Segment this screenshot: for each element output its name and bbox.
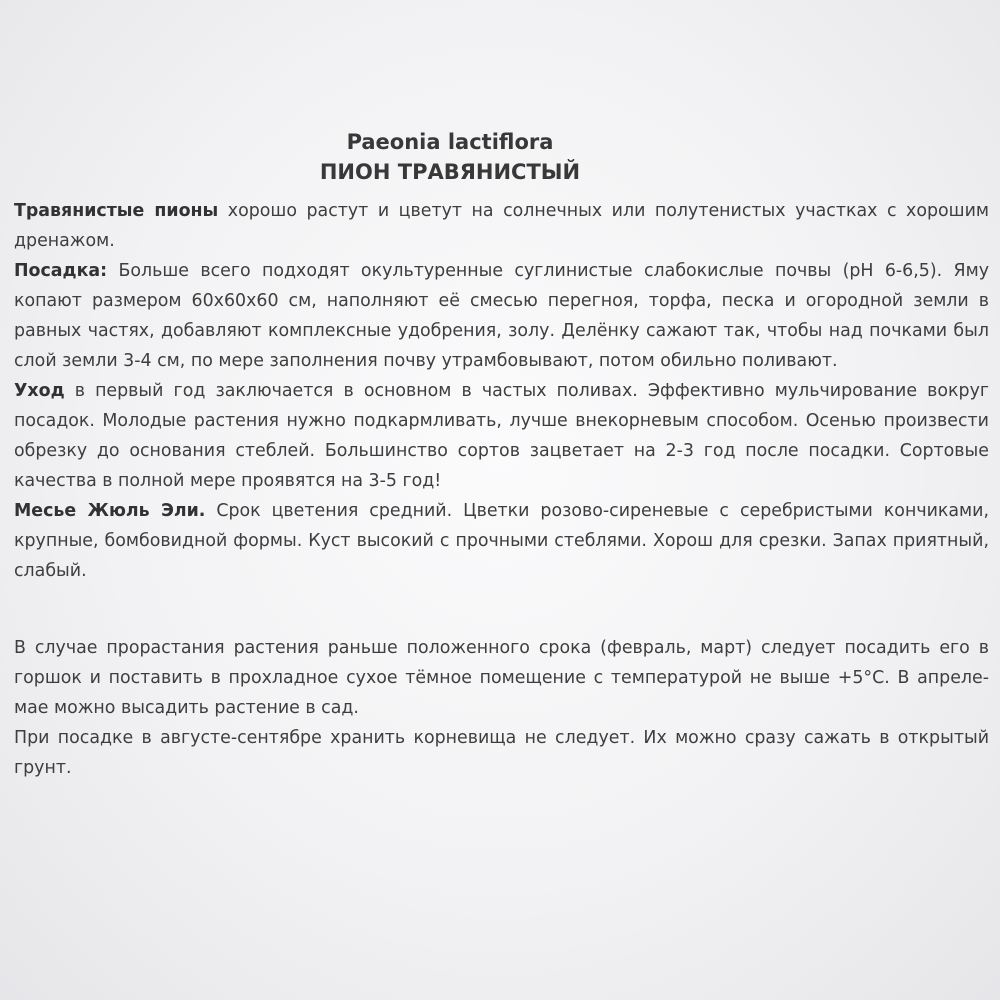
text-growing: хорошо растут и цветут на солнечных или полутенистых участках с хорошим дренажом. <box>14 201 989 251</box>
description-body <box>14 196 989 783</box>
lead-growing: Травянистые пионы <box>14 201 219 221</box>
paragraph-gap <box>14 586 989 633</box>
text-care: в первый год заключается в основном в частых поливах. Эффективно мульчирование вокруг посадок. Молодые растения нужно подкармливать, лучше внекорневым способом. Осенью произвести обрезку до основания стеблей. Большинство сортов зацветает на 2-3 год после посадки. Сортовые качества в полной мере проявятся на 3-5 год! <box>14 381 989 491</box>
lead-variety: Месье Жюль Эли. <box>14 501 206 521</box>
note-early-sprouting: В случае прорастания растения раньше положенного срока (февраль, март) следует посадить его в горшок и поставить в прохладное сухое тёмное помещение с температурой не выше +5°С. В апреле-мае можно высадить растение в сад. <box>14 638 989 718</box>
russian-title: ПИОН ТРАВЯНИСТЫЙ <box>319 160 581 184</box>
latin-title: Paeonia lactiflora <box>346 130 554 154</box>
note-autumn-planting: При посадке в августе-сентябре хранить корневища не следует. Их можно сразу сажать в открытый грунт. <box>14 728 989 778</box>
lead-planting: Посадка: <box>14 261 108 281</box>
text-planting: Больше всего подходят окультуренные суглинистые слабокислые почвы (pH 6-6,5). Яму копают размером 60х60х60 см, наполняют её смесью перегноя, торфа, песка и огородной земли в равных частях, добавляют комплексные удобрения, золу. Делёнку сажают так, чтобы над почками был слой земли 3-4 см, по мере заполнения почву утрамбовывают, потом обильно поливают. <box>14 261 989 371</box>
title-block <box>0 127 900 187</box>
paragraph-care <box>14 376 989 496</box>
paragraph-planting <box>14 256 989 376</box>
lead-care: Уход <box>14 381 65 401</box>
paragraph-growing <box>14 196 989 256</box>
text-variety: Срок цветения средний. Цветки розово-сиреневые с серебристыми кончиками, крупные, бомбовидной формы. Куст высокий с прочными стеблями. Хорош для срезки. Запах приятный, слабый. <box>14 501 990 581</box>
paragraph-variety <box>14 496 989 586</box>
